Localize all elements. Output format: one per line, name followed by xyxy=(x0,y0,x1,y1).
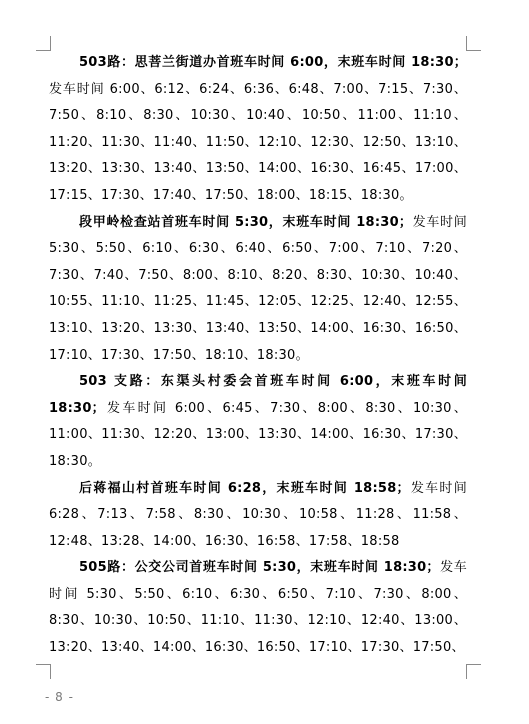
route-heading: 后蒋福山村首班车时间 6:28，末班车时间 18:58； xyxy=(79,480,410,496)
route-heading: 503 支路：东渠头村委会首班车时间 6:00，末班车时间 18:30； xyxy=(49,374,467,416)
route-paragraph xyxy=(49,210,467,370)
route-heading: 505路：公交公司首班车时间 5:30，末班车时间 18:30； xyxy=(79,560,440,576)
departure-times: 发车时间 5:30、5:50、6:10、6:30、6:50、7:10、7:30、8:00、8:30、10:30、10:50、11:10、11:30、12:10、12:40、13:00、13:20、13:40、14:00、16:30、16:50、17:10、17:30、17:50、 xyxy=(49,560,467,656)
route-paragraph xyxy=(49,369,467,475)
crop-mark-bottom-right xyxy=(466,664,481,679)
crop-mark-top-left xyxy=(36,36,51,51)
route-paragraph xyxy=(49,50,467,210)
route-paragraph xyxy=(49,476,467,556)
crop-mark-top-right xyxy=(466,36,481,51)
crop-mark-bottom-left xyxy=(36,664,51,679)
route-paragraph xyxy=(49,555,467,661)
departure-times: 发车时间 6:00、6:45、7:30、8:00、8:30、10:30、11:00、11:30、12:20、13:00、13:30、14:00、16:30、17:30、18:30。 xyxy=(49,400,467,469)
route-heading: 段甲岭检查站首班车时间 5:30，末班车时间 18:30； xyxy=(79,214,413,230)
departure-times: 发车时间 5:30、5:50、6:10、6:30、6:40、6:50、7:00、7:10、7:20、7:30、7:40、7:50、8:00、8:10、8:20、8:30、10:30、10:40、10:55、11:10、11:25、11:45、12:05、12:25、12:40、12:55、13:10、13:20、13:30、13:40、13:50、14:00、16:30、16:50、17:10、17:30、17:50、18:10、18:30。 xyxy=(49,214,467,363)
route-heading: 503路：思菩兰街道办首班车时间 6:00，末班车时间 18:30； xyxy=(79,55,467,70)
schedule-content xyxy=(49,50,467,662)
departure-times: 发车时间 6:00、6:12、6:24、6:36、6:48、7:00、7:15、7:30、7:50、8:10、8:30、10:30、10:40、10:50、11:00、11:10、11:20、11:30、11:40、11:50、12:10、12:30、12:50、13:10、13:20、13:30、13:40、13:50、14:00、16:30、16:45、17:00、17:15、17:30、17:40、17:50、18:00、18:15、18:30。 xyxy=(49,81,467,203)
page-number: - 8 - xyxy=(45,690,74,704)
departure-times: 发车时间 6:28、7:13、7:58、8:30、10:30、10:58、11:28、11:58、12:48、13:28、14:00、16:30、16:58、17:58、18:58 xyxy=(49,480,467,549)
